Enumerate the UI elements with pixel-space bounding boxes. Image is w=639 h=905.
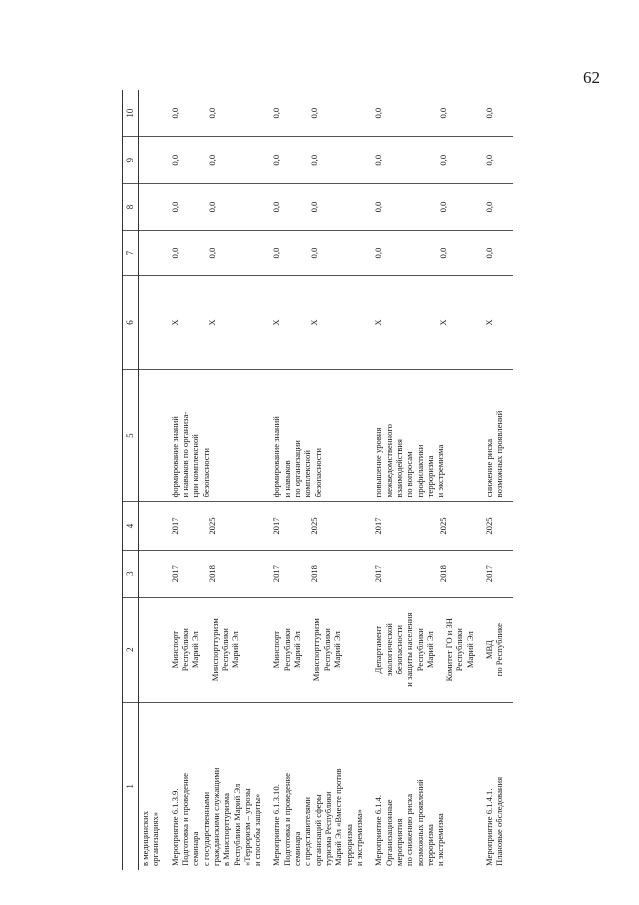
cell-text-line: Республики: [414, 628, 425, 672]
finance-cell: [270, 90, 372, 137]
cell-text-line: Подготовка и проведение: [281, 773, 292, 866]
line-gap: [282, 188, 291, 226]
cell-text-line: 0,0: [373, 154, 384, 166]
column-header: 4: [123, 502, 139, 550]
line-gap: [429, 280, 438, 365]
cell-text-line: 2017: [373, 517, 384, 535]
expected-result-cell: [139, 369, 169, 502]
cell-text-line: 0,0: [169, 154, 180, 166]
line-gap: [402, 506, 411, 545]
cell-text-line: и навыков: [281, 460, 292, 498]
cell-text-line: 0,0: [169, 107, 180, 119]
cell-text-line: 0,0: [206, 201, 217, 213]
line-gap: [393, 555, 402, 593]
column-header: 2: [123, 597, 139, 702]
line-gap: [282, 555, 291, 593]
end-year-cell: [169, 502, 271, 550]
cell-text-line: и способы защиты»: [252, 793, 263, 866]
end-year-cell: [372, 502, 483, 550]
line-gap: [420, 141, 429, 179]
cell-text-line: семинара: [292, 831, 303, 866]
finance-cell: [169, 90, 271, 137]
line-gap: [282, 235, 291, 271]
cell-text-line: 0,0: [437, 154, 448, 166]
start-year-cell: [483, 550, 513, 597]
executor-cell: [139, 597, 169, 702]
start-year-cell: [372, 550, 483, 597]
cell-text-line: X: [206, 319, 217, 326]
cell-text-line: Республики: [321, 628, 332, 672]
line-gap: [180, 506, 189, 545]
line-gap: [429, 555, 438, 593]
cell-text-line: терроризма: [424, 824, 435, 866]
line-gap: [411, 188, 420, 226]
cell-text-line: по снижению риска: [404, 793, 415, 866]
cell-text-line: терроризма: [343, 824, 354, 866]
column-number-header: [123, 90, 139, 870]
cell-text-line: безопасности: [200, 448, 211, 498]
cell-text-line: с государственными: [200, 791, 211, 866]
line-gap: [198, 555, 207, 593]
column-header: 7: [123, 230, 139, 275]
cell-text-line: Минспорттуризм: [209, 618, 220, 682]
line-gap: [420, 94, 429, 132]
cell-text-line: Марий Эл: [230, 631, 241, 669]
cell-text-line: Республики Марий Эл: [231, 783, 242, 866]
table-row: [483, 90, 513, 870]
line-gap: [393, 280, 402, 365]
cell-text-line: Мероприятие 6.1.3.9.: [169, 788, 180, 866]
cell-text-line: семинара: [190, 831, 201, 866]
cell-text-line: Марий Эл: [424, 631, 435, 669]
cell-text-line: и экстремизма: [435, 444, 446, 498]
cell-text-line: 2017: [271, 565, 282, 583]
line-gap: [291, 188, 300, 226]
line-gap: [384, 280, 393, 365]
line-gap: [291, 506, 300, 545]
line-gap: [384, 506, 393, 545]
cell-text-line: МВД: [484, 640, 495, 660]
cell-text-line: ции комплексной: [190, 434, 201, 498]
cell-text-line: Организационные: [383, 799, 394, 866]
line-gap: [429, 141, 438, 179]
line-gap: [180, 141, 189, 179]
cell-text-line: Марий Эл: [292, 631, 303, 669]
finance-cell: [139, 90, 169, 137]
line-gap: [300, 555, 309, 593]
cell-text-line: безопасности: [312, 448, 323, 498]
line-gap: [180, 94, 189, 132]
cell-text-line: Республики: [281, 628, 292, 672]
start-year-cell: [139, 550, 169, 597]
line-gap: [189, 555, 198, 593]
finance-cell: [483, 184, 513, 231]
expected-result-cell: [270, 369, 372, 502]
line-gap: [420, 555, 429, 593]
cell-text-line: 0,0: [271, 247, 282, 259]
end-year-cell: [270, 502, 372, 550]
cell-text-line: 0,0: [169, 201, 180, 213]
cell-text-line: формирование знаний: [271, 416, 282, 498]
cell-text-line: снижение риска: [484, 438, 495, 498]
indicator-link-cell: [139, 276, 169, 370]
column-header: 6: [123, 276, 139, 370]
cell-text-line: 2018: [437, 565, 448, 583]
cell-text-line: 2025: [206, 517, 217, 535]
cell-text-line: и экстремизма: [435, 813, 446, 866]
line-gap: [189, 235, 198, 271]
cell-text-line: 0,0: [206, 154, 217, 166]
line-gap: [189, 188, 198, 226]
cell-text-line: 2017: [169, 517, 180, 535]
cell-text-line: формирование знаний: [169, 416, 180, 498]
cell-text-line: X: [437, 319, 448, 326]
line-gap: [411, 506, 420, 545]
line-gap: [420, 506, 429, 545]
cell-text-line: Республики: [179, 628, 190, 672]
cell-text-line: Минспорт: [169, 630, 180, 669]
finance-cell: [169, 230, 271, 275]
indicator-link-cell: [483, 276, 513, 370]
cell-text-line: Марий Эл: [464, 631, 475, 669]
rotated-table-container: [122, 90, 622, 870]
line-gap: [402, 94, 411, 132]
line-gap: [393, 188, 402, 226]
column-header: 5: [123, 369, 139, 502]
cell-text-line: Марий Эл: [332, 631, 342, 669]
indicator-link-cell: [372, 276, 483, 370]
line-gap: [291, 280, 300, 365]
line-gap: [198, 141, 207, 179]
line-gap: [411, 94, 420, 132]
line-gap: [189, 506, 198, 545]
line-gap: [291, 235, 300, 271]
line-gap: [189, 94, 198, 132]
cell-text-line: X: [484, 319, 495, 326]
line-gap: [300, 188, 309, 226]
cell-text-line: организаций сферы: [312, 794, 323, 866]
start-year-cell: [169, 550, 271, 597]
finance-cell: [483, 90, 513, 137]
line-gap: [420, 188, 429, 226]
cell-text-line: Марий Эл «Вместе против: [333, 768, 344, 866]
measure-name-cell: [169, 702, 271, 870]
cell-text-line: 2018: [206, 565, 217, 583]
cell-text-line: комплексной: [302, 450, 313, 498]
line-gap: [411, 280, 420, 365]
line-gap: [180, 280, 189, 365]
line-gap: [300, 280, 309, 365]
cell-text-line: 0,0: [308, 154, 319, 166]
cell-text-line: 0,0: [437, 201, 448, 213]
line-gap: [189, 141, 198, 179]
cell-text-line: 0,0: [373, 201, 384, 213]
cell-text-line: мероприятия: [393, 818, 404, 866]
cell-text-line: 0,0: [484, 201, 495, 213]
line-gap: [302, 602, 311, 698]
line-gap: [291, 555, 300, 593]
cell-text-line: по Республике: [494, 623, 505, 677]
line-gap: [291, 141, 300, 179]
expected-result-cell: [169, 369, 271, 502]
cell-text-line: межведомственного: [383, 424, 394, 498]
line-gap: [393, 235, 402, 271]
table-row: [372, 90, 483, 870]
end-year-cell: [139, 502, 169, 550]
cell-text-line: Мероприятие 6.1.3.10.: [271, 784, 282, 866]
cell-text-line: 2025: [484, 517, 495, 535]
indicator-link-cell: [270, 276, 372, 370]
cell-text-line: 0,0: [437, 247, 448, 259]
measure-name-cell: [139, 702, 169, 870]
cell-text-line: 0,0: [308, 107, 319, 119]
line-gap: [282, 94, 291, 132]
line-gap: [300, 235, 309, 271]
finance-cell: [483, 137, 513, 184]
finance-cell: [270, 230, 372, 275]
cell-text-line: Плановые обследования: [494, 776, 505, 866]
cell-text-line: 2017: [484, 565, 495, 583]
cell-text-line: профилактики: [414, 444, 425, 498]
cell-text-line: 2017: [271, 517, 282, 535]
line-gap: [300, 506, 309, 545]
cell-text-line: 0,0: [271, 201, 282, 213]
measure-name-cell: [270, 702, 372, 870]
cell-text-line: 0,0: [437, 107, 448, 119]
cell-text-line: X: [373, 319, 384, 326]
line-gap: [198, 280, 207, 365]
line-gap: [429, 188, 438, 226]
executor-cell: [169, 597, 271, 702]
expected-result-cell: [372, 369, 483, 502]
cell-text-line: возможных проявлений: [494, 410, 505, 498]
line-gap: [393, 506, 402, 545]
executor-cell: [270, 597, 372, 702]
finance-cell: [372, 184, 483, 231]
line-gap: [384, 235, 393, 271]
finance-cell: [372, 137, 483, 184]
end-year-cell: [483, 502, 513, 550]
line-gap: [282, 506, 291, 545]
line-gap: [282, 280, 291, 365]
line-gap: [384, 188, 393, 226]
executor-cell: [372, 597, 483, 702]
cell-text-line: взаимодействия: [393, 439, 404, 498]
cell-text-line: с представителями: [302, 797, 313, 866]
finance-cell: [270, 137, 372, 184]
line-gap: [384, 141, 393, 179]
line-gap: [198, 188, 207, 226]
column-header: 1: [123, 702, 139, 870]
line-gap: [180, 235, 189, 271]
line-gap: [402, 235, 411, 271]
measure-name-cell: [483, 702, 513, 870]
cell-text-line: Комитет ГО и ЗН: [444, 618, 455, 682]
cell-text-line: 0,0: [484, 107, 495, 119]
cell-text-line: 0,0: [206, 107, 217, 119]
cell-text-line: 2017: [373, 565, 384, 583]
cell-text-line: и защиты населения: [404, 612, 415, 687]
cell-text-line: Департамент: [373, 625, 384, 674]
cell-text-line: туризма Республики: [323, 791, 333, 866]
line-gap: [300, 141, 309, 179]
line-gap: [393, 94, 402, 132]
measure-name-cell: [372, 702, 483, 870]
line-gap: [198, 506, 207, 545]
line-gap: [402, 280, 411, 365]
cell-text-line: и навыков по организа-: [179, 411, 190, 498]
cell-text-line: X: [271, 319, 282, 326]
table-row: [270, 90, 372, 870]
line-gap: [393, 141, 402, 179]
cell-text-line: 0,0: [206, 247, 217, 259]
column-header: 9: [123, 137, 139, 184]
cell-text-line: 2018: [308, 565, 319, 583]
finance-cell: [483, 230, 513, 275]
line-gap: [384, 94, 393, 132]
expected-result-cell: [483, 369, 513, 502]
cell-text-line: возможных проявлений: [414, 779, 425, 866]
line-gap: [189, 280, 198, 365]
line-gap: [411, 555, 420, 593]
line-gap: [198, 235, 207, 271]
cell-text-line: Республики: [219, 628, 230, 672]
cell-text-line: 0,0: [169, 247, 180, 259]
line-gap: [429, 235, 438, 271]
line-gap: [435, 602, 444, 698]
line-gap: [300, 94, 309, 132]
program-measures-table: [122, 90, 513, 870]
cell-text-line: Минспорт: [271, 630, 282, 669]
line-gap: [180, 188, 189, 226]
cell-text-line: 0,0: [308, 201, 319, 213]
finance-cell: [169, 184, 271, 231]
table-row: [169, 90, 271, 870]
cell-text-line: 2025: [308, 517, 319, 535]
line-gap: [411, 141, 420, 179]
cell-text-line: гражданскими служащими: [210, 767, 221, 866]
table-row: [139, 90, 169, 870]
finance-cell: [372, 90, 483, 137]
finance-cell: [169, 137, 271, 184]
line-gap: [420, 235, 429, 271]
column-header: 3: [123, 550, 139, 597]
cell-text-line: 2025: [437, 517, 448, 535]
line-gap: [411, 235, 420, 271]
cell-text-line: 2017: [169, 565, 180, 583]
cell-text-line: Мероприятие 6.1.4.1.: [484, 788, 495, 866]
cell-text-line: и экстремизма»: [353, 809, 364, 866]
table-body: [139, 90, 513, 870]
line-gap: [180, 555, 189, 593]
cell-text-line: 0,0: [484, 247, 495, 259]
line-gap: [201, 602, 210, 698]
line-gap: [291, 94, 300, 132]
cell-text-line: 0,0: [308, 247, 319, 259]
cell-text-line: 0,0: [271, 107, 282, 119]
cell-text-line: X: [308, 319, 319, 326]
cell-text-line: 0,0: [373, 107, 384, 119]
finance-cell: [139, 184, 169, 231]
cell-text-line: 0,0: [271, 154, 282, 166]
executor-cell: [483, 597, 513, 702]
line-gap: [402, 555, 411, 593]
finance-cell: [270, 184, 372, 231]
line-gap: [429, 94, 438, 132]
finance-cell: [139, 230, 169, 275]
indicator-link-cell: [169, 276, 271, 370]
page-number: 62: [583, 68, 600, 87]
cell-text-line: X: [169, 319, 180, 326]
finance-cell: [372, 230, 483, 275]
cell-text-line: экологической: [383, 623, 394, 677]
cell-text-line: по организации: [292, 440, 303, 498]
cell-text-line: в Минспорттуризма: [221, 793, 232, 866]
cell-text-line: Мероприятие 6.1.4.: [373, 794, 384, 866]
cell-text-line: 0,0: [373, 247, 384, 259]
cell-text-line: 0,0: [484, 154, 495, 166]
cell-text-line: повышение уровня: [373, 427, 384, 498]
column-header: 10: [123, 90, 139, 137]
line-gap: [198, 94, 207, 132]
cell-text-line: организациях»: [150, 811, 161, 866]
line-gap: [384, 555, 393, 593]
line-gap: [420, 280, 429, 365]
cell-text-line: «Терроризм – угрозы: [241, 788, 252, 866]
cell-text-line: Подготовка и проведение: [179, 773, 190, 866]
cell-text-line: Минспорттуризм: [311, 618, 322, 682]
cell-text-line: Марий Эл: [190, 631, 201, 669]
line-gap: [402, 188, 411, 226]
cell-text-line: в медицинских: [140, 811, 150, 866]
start-year-cell: [270, 550, 372, 597]
line-gap: [282, 141, 291, 179]
finance-cell: [139, 137, 169, 184]
column-header: 8: [123, 184, 139, 231]
cell-text-line: безопасности: [393, 625, 404, 675]
line-gap: [429, 506, 438, 545]
cell-text-line: Республики: [454, 628, 465, 672]
line-gap: [402, 141, 411, 179]
cell-text-line: терроризма: [424, 455, 435, 498]
cell-text-line: по вопросам: [404, 451, 415, 498]
